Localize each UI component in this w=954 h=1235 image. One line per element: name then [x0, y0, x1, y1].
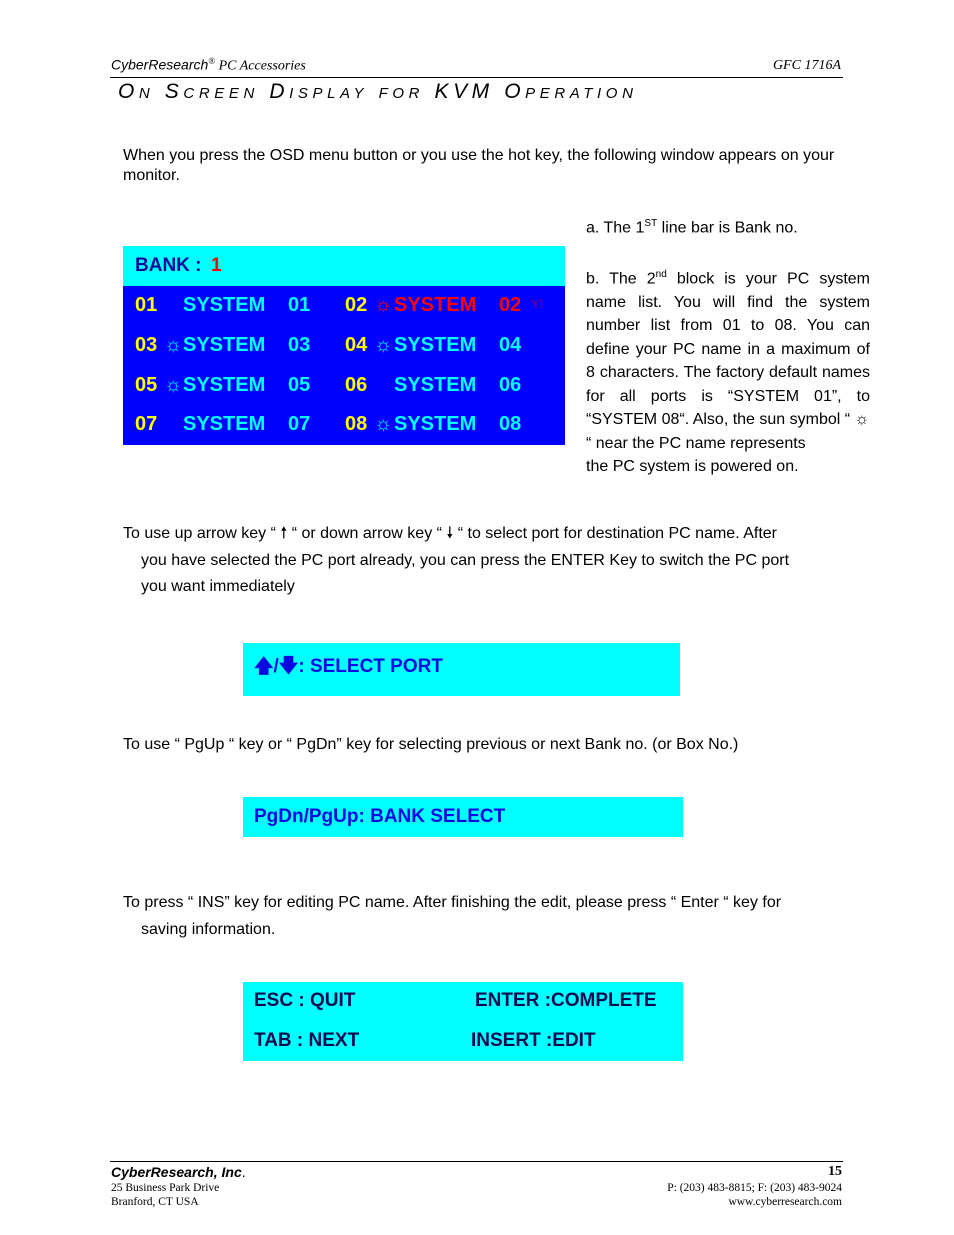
edit-keys-box	[243, 982, 683, 1061]
port-index: 03	[288, 334, 311, 356]
port-index: 06	[499, 374, 522, 396]
company-name: CyberResearch, Inc	[111, 1164, 242, 1180]
phone-fax: P: (203) 483-8815; F: (203) 483-9024	[667, 1182, 842, 1194]
footer-company	[111, 1164, 246, 1180]
address-line-1: 25 Business Park Drive	[111, 1182, 220, 1194]
osd-explanation	[586, 212, 870, 479]
note-b-text: b. The 2	[586, 270, 656, 288]
arrow-line-2: you have selected the PC port already, you can press the ENTER Key to switch the PC port	[141, 551, 790, 569]
registered-mark: ®	[208, 56, 216, 66]
sun-icon: ☼	[374, 413, 393, 435]
port-number: 07	[135, 413, 158, 435]
header-section: PC Accessories	[215, 58, 306, 74]
port-number: 03	[135, 334, 158, 356]
address-line-2: Branford, CT USA	[111, 1196, 199, 1208]
note-a	[586, 212, 870, 240]
edit-line-1: To press “ INS” key for editing PC name. After finishing the edit, please press “ Enter “ key for	[123, 894, 782, 911]
company-dot: .	[241, 1164, 246, 1180]
bank-key-paragraph: To use “ PgUp “ key or “ PgDn” key for selecting previous or next Bank no. (or Box No.)	[123, 736, 739, 753]
esc-key-text: ESC : QUIT	[254, 990, 356, 1011]
port-number: 05	[135, 374, 158, 396]
edit-key-paragraph	[123, 890, 863, 943]
port-name: SYSTEM	[394, 413, 477, 435]
arrow-line-1: To use up arrow key “ 🠕 “ or down arrow key “ 🠗 “ to select port for destination PC name. After	[123, 525, 777, 542]
sun-icon: ☼	[374, 334, 393, 356]
footer-address	[111, 1181, 219, 1209]
select-port-text: 🡅/🡇: SELECT PORT	[254, 656, 443, 677]
port-name: SYSTEM	[183, 334, 266, 356]
bank-label: BANK :	[135, 255, 202, 276]
port-number: 06	[345, 374, 368, 396]
osd-bank-bar	[123, 246, 565, 286]
bank-value: 1	[211, 255, 222, 276]
sun-icon: ☼	[164, 334, 183, 356]
osd-window	[123, 246, 565, 445]
page-number: 15	[828, 1164, 842, 1179]
port-name: SYSTEM	[183, 294, 266, 316]
port-index: 02	[499, 294, 522, 316]
port-number: 02	[345, 294, 368, 316]
note-b-tail1: “ near the PC name represents	[586, 434, 806, 452]
brand-name: CyberResearch	[111, 56, 209, 73]
page-title: On Screen Display for KVM Operation	[118, 80, 638, 103]
port-index: 08	[499, 413, 522, 435]
note-a-tail: line bar is Bank no.	[657, 219, 798, 237]
bank-select-text: PgDn/PgUp: BANK SELECT	[254, 806, 506, 827]
note-b	[586, 263, 870, 432]
port-name: SYSTEM	[394, 294, 477, 316]
arrow-key-paragraph	[123, 521, 863, 601]
port-index: 07	[288, 413, 311, 435]
osd-system-list	[123, 286, 565, 445]
port-number: 04	[345, 334, 368, 356]
header-divider	[110, 77, 843, 78]
tab-key-text: TAB : NEXT	[254, 1030, 360, 1051]
note-a-text: a. The 1	[586, 219, 645, 237]
insert-key-text: INSERT :EDIT	[471, 1030, 596, 1051]
website: www.cyberresearch.com	[728, 1196, 842, 1208]
sun-icon: ☼	[164, 374, 183, 396]
arrow-line-3: you want immediately	[141, 578, 295, 595]
pointer-hand-icon: ☜	[529, 296, 544, 313]
footer-divider	[110, 1161, 843, 1162]
header-model: GFC 1716A	[772, 58, 841, 73]
port-name: SYSTEM	[394, 334, 477, 356]
select-port-box	[243, 643, 680, 696]
port-index: 04	[499, 334, 522, 356]
sun-icon: ☼	[374, 294, 393, 316]
note-a-sup: ST	[644, 218, 658, 229]
bank-select-box	[243, 797, 683, 837]
port-number: 08	[345, 413, 368, 435]
header-brand	[111, 56, 306, 75]
port-name: SYSTEM	[183, 413, 266, 435]
edit-line-2: saving information.	[141, 920, 276, 938]
port-index: 05	[288, 374, 311, 396]
port-number: 01	[135, 294, 158, 316]
port-name: SYSTEM	[183, 374, 266, 396]
enter-key-text: ENTER :COMPLETE	[475, 990, 657, 1011]
port-name: SYSTEM	[394, 374, 477, 396]
intro-paragraph: When you press the OSD menu button or you use the hot key, the following window appears on your monitor.	[123, 147, 835, 184]
note-b-sup: nd	[655, 268, 667, 280]
port-index: 01	[288, 294, 311, 316]
footer-contact	[667, 1181, 842, 1209]
note-b-body: block is your PC system name list. You will find the system number list from 01 to 08. You can define your PC name in a maximum of 8 characters. The factory default names for all ports is “SYSTEM 01”, to “SYSTEM 08“. Also, the sun symbol “ ☼	[586, 270, 871, 429]
note-b-tail2: the PC system is powered on.	[586, 458, 799, 476]
